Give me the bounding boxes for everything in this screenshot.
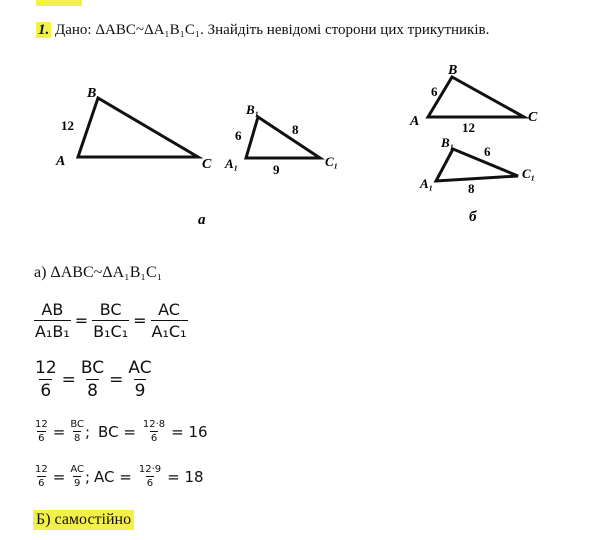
frac-numerator: AC <box>158 300 180 319</box>
ac-lhs: AC = <box>94 467 132 486</box>
frac-numerator: BC <box>99 300 122 319</box>
values-row <box>34 358 153 401</box>
label-b-C: C <box>528 110 538 125</box>
ac-result: = 18 <box>167 467 204 486</box>
label-a-A: A <box>56 154 66 169</box>
frac-denominator: 9 <box>134 381 146 401</box>
label-b-A1C1: 8 <box>468 181 475 196</box>
label-a-C1: C₁ <box>325 154 339 169</box>
fraction-12-6 <box>34 419 49 444</box>
fraction-ab <box>34 300 71 341</box>
triangle-abc-b <box>428 77 524 117</box>
ratio-row <box>34 300 188 341</box>
equals-sign: = <box>109 369 124 390</box>
frac-denominator: B₁C₁ <box>93 322 129 341</box>
frac-denominator: 6 <box>150 433 158 444</box>
label-a-B1C1: 8 <box>292 122 299 137</box>
bc-result: = 16 <box>171 422 208 441</box>
label-b-AB: 6 <box>431 84 438 99</box>
fraction-bc <box>92 300 129 341</box>
frac-numerator: 12·8 <box>142 419 166 430</box>
equals-sign: = <box>61 369 76 390</box>
label-a-A1C1: 9 <box>273 162 280 177</box>
label-b-B1: B₁ <box>441 135 455 150</box>
task-text: Дано: ΔABC~ΔA₁B₁C₁. Знайдіть невідомі сторони цих трикутників. <box>55 22 490 38</box>
label-b-B1C1: 6 <box>484 144 491 159</box>
fraction-ac-9 <box>127 358 152 401</box>
label-a-C: C <box>202 157 212 172</box>
frac-denominator: 9 <box>73 478 81 489</box>
part-b-label: Б) самостійно <box>33 510 134 530</box>
fraction-12x8-6 <box>142 419 166 444</box>
frac-numerator: AB <box>41 300 64 319</box>
label-b-C1: C₁ <box>522 166 536 181</box>
frac-denominator: 6 <box>146 478 154 489</box>
separator: ; <box>84 422 91 441</box>
equals-sign: = <box>52 467 66 486</box>
label-b-A1: A₁ <box>420 176 434 191</box>
frac-denominator: 8 <box>87 381 98 401</box>
equals-sign: = <box>74 311 89 330</box>
label-b-B: B <box>448 63 458 78</box>
frac-numerator: 12 <box>35 464 48 475</box>
fraction-bc-8 <box>80 358 105 401</box>
frac-numerator: AC <box>128 358 152 378</box>
frac-numerator: 12 <box>35 358 57 378</box>
frac-numerator: AC <box>70 464 84 475</box>
frac-denominator: 6 <box>40 381 52 401</box>
triangle-abc-a <box>78 98 198 157</box>
triangle-figures <box>0 0 594 250</box>
fraction-12-6 <box>34 358 58 401</box>
caption-b: б <box>469 209 477 225</box>
frac-denominator: 6 <box>38 478 45 489</box>
fraction-bc-8 <box>69 419 85 444</box>
separator: ; <box>84 467 91 486</box>
part-a-label: а) ΔABC~ΔA₁B₁C₁ <box>34 264 163 281</box>
label-a-A1B1: 6 <box>235 128 242 143</box>
frac-numerator: BC <box>70 419 84 430</box>
frac-denominator: 8 <box>73 433 81 444</box>
fraction-12-6 <box>34 464 49 489</box>
frac-numerator: 12·9 <box>138 464 162 475</box>
frac-denominator: A₁C₁ <box>151 322 187 341</box>
task-number: 1. <box>38 22 50 38</box>
fraction-12x9-6 <box>138 464 162 489</box>
label-a-B: B <box>87 86 97 101</box>
fraction-ac-9 <box>69 464 85 489</box>
label-a-B1: B₁ <box>246 102 260 117</box>
frac-numerator: BC <box>80 358 105 378</box>
fraction-ac <box>151 300 188 341</box>
frac-denominator: 6 <box>38 433 45 444</box>
ac-calculation-row <box>34 464 204 489</box>
label-b-A: A <box>410 114 420 129</box>
caption-a: а <box>198 212 206 228</box>
label-b-AC: 12 <box>462 120 475 135</box>
frac-denominator: A₁B₁ <box>35 322 70 341</box>
label-a-AB: 12 <box>61 118 74 133</box>
triangle-a1b1c1-a <box>246 117 320 158</box>
bc-calculation-row <box>34 419 208 444</box>
equals-sign: = <box>52 422 66 441</box>
bc-lhs: BC = <box>98 422 136 441</box>
equals-sign: = <box>133 311 147 330</box>
triangle-a1b1c1-b <box>436 149 518 181</box>
frac-numerator: 12 <box>35 419 48 430</box>
label-a-A1: A₁ <box>225 156 239 171</box>
